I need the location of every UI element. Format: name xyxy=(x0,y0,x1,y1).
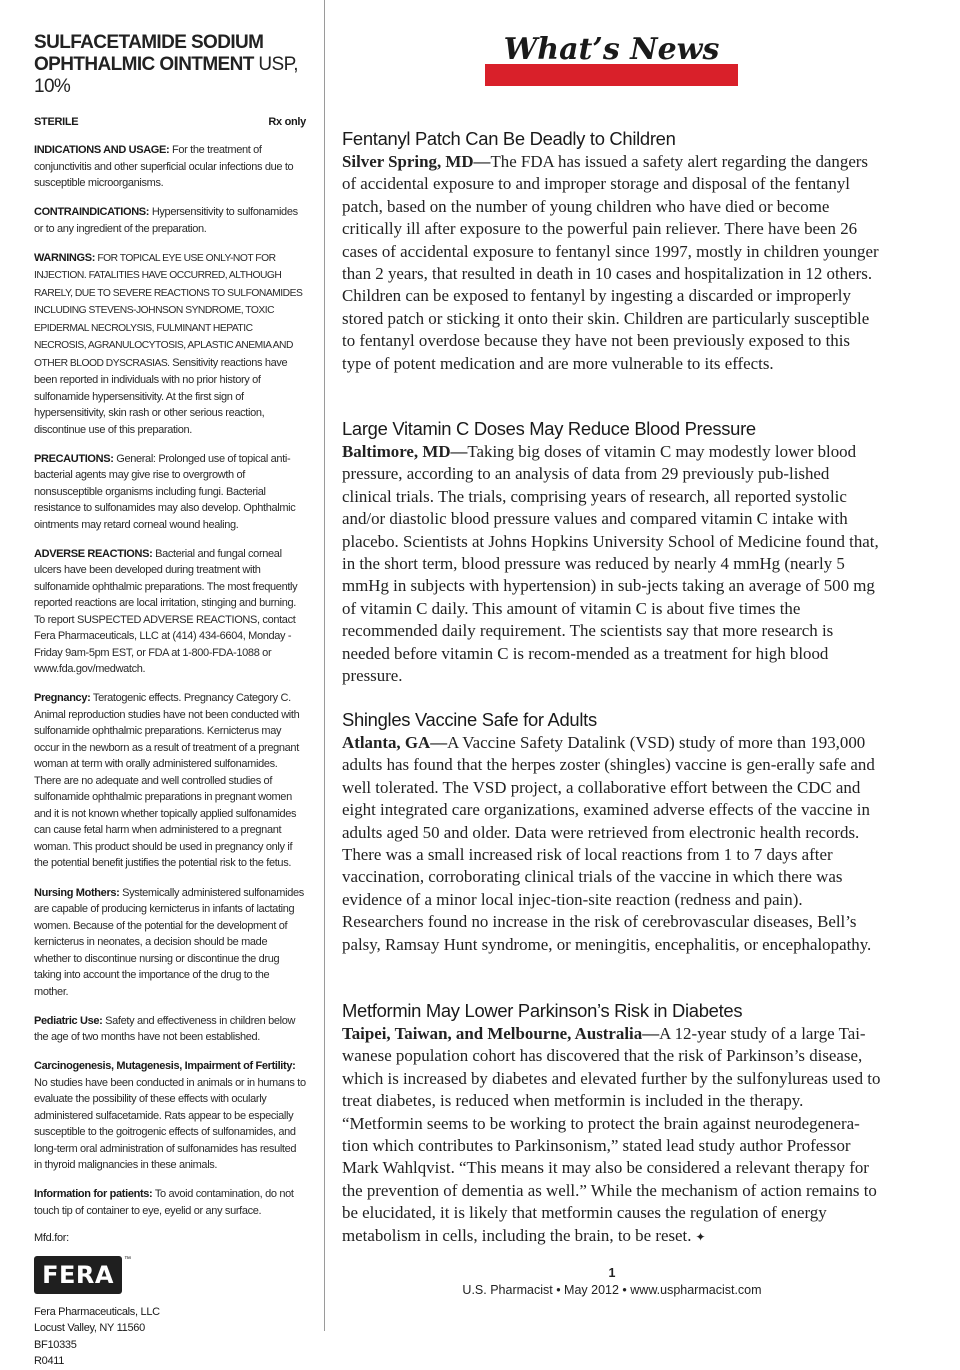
article-body: Baltimore, MD—Taking big doses of vitamin C may modestly lower blood pressure, according to an analysis of data from 29 previously pub-lished clinical trials. The trials, comprising years of research, all reported systolic and/or diastolic blood pressure values and compared vitamin C intake with placebo. Scientists at Johns Hopkins University School of Medicine found that, in the short term, blood pressure was reduced by nearly 4 mmHg (nearly 5 mmHg in subjects with hypertension) in sub-jects taking an average of 500 mg of vitamin C daily. This amount of vitamin C is about five times the recommended daily requirement. The scientists say that more research is needed before vitamin C is recom-mended as a treatment for high blood pressure. xyxy=(342,442,879,686)
precautions-section: PRECAUTIONS: General: Prolonged use of topical anti-bacterial agents may give rise to overgrowth of nonsusceptible organisms including fungi. Bacterial resistance to sulfonamides may also develop. Ophthalmic ointments may retard corneal wound healing. xyxy=(34,452,296,531)
masthead-red-bar xyxy=(485,64,738,86)
pediatric-use-section: Pediatric Use: Safety and effectiveness in children below the age of two months have not been established. xyxy=(34,1014,296,1044)
page-footer: U.S. Pharmacist • May 2012 • www.uspharmacist.com xyxy=(462,1283,762,1297)
page-number: 1 xyxy=(608,1266,616,1280)
article-headline: Metformin May Lower Parkinson’s Risk in Diabetes xyxy=(342,1000,743,1021)
contraindications-section: CONTRAINDICATIONS: Hypersensitivity to sulfonamides or to any ingredient of the preparation. xyxy=(34,206,298,235)
article-headline: Fentanyl Patch Can Be Deadly to Children xyxy=(342,128,676,149)
manufactured-for-label: Mfd.for: xyxy=(34,1231,69,1244)
article-dateline: Silver Spring, MD— xyxy=(342,152,491,171)
rx-only-label: Rx only xyxy=(268,116,306,128)
fera-logo-mark: FERA xyxy=(34,1256,122,1294)
fera-logo xyxy=(34,1256,306,1294)
article-vitamin-c xyxy=(342,418,882,687)
indications-section: INDICATIONS AND USAGE: For the treatment of conjunctivitis and other superficial ocular infections due to susceptible microorganisms. xyxy=(34,144,294,189)
article-headline: Large Vitamin C Doses May Reduce Blood Pressure xyxy=(342,418,756,439)
article-shingles xyxy=(342,709,882,956)
sterile-label: STERILE xyxy=(34,116,79,128)
adverse-reactions-section: ADVERSE REACTIONS: Bacterial and fungal corneal ulcers have been developed during treatment with sulfonamide ophthalmic preparations. The most frequently reported reactions are local irritation, stinging and burning. To report SUSPECTED ADVERSE REACTIONS, contact Fera Pharmaceuticals, LLC at (414) 434-6604, Monday - Friday 9am-5pm EST, or FDA at 1-800-FDA-1088 or www.fda.gov/medwatch. xyxy=(34,547,298,676)
article-body: Silver Spring, MD—The FDA has issued a safety alert regarding the dangers of accidental exposure to and improper storage and disposal of the fentanyl patch, based on the number of young children who have died or become critically ill after exposure to the powerful pain reliever. There have been 26 cases of accidental exposure to fentanyl since 1997, mostly in children younger than 2 years, that resulted in death in 10 cases and hospitalization in 12 others. Children can be exposed to fentanyl by ingesting a discarded or improperly stored patch or sticking it onto their skin. Children are particularly susceptible to fentanyl overdose because they have not been previously exposed to this type of potent medication and are more vulnerable to its effects. xyxy=(342,152,879,373)
article-dateline: Atlanta, GA— xyxy=(342,733,448,752)
warnings-section: WARNINGS: FOR TOPICAL EYE USE ONLY-NOT FOR INJECTION. FATALITIES HAVE OCCURRED, ALTHOUGH RARELY, DUE TO SEVERE REACTIONS TO SULFONAMIDES INCLUDING STEVENS-JOHNSON SYNDROME, TOXIC EPIDERMAL NECROLYSIS, FULMINANT HEPATIC NECROSIS, AGRANULOCYTOSIS, APLASTIC ANEMIA AND OTHER BLOOD DYSCRASIAS. Sensitivity reactions have been reported in individuals with no prior history of sulfonamide hypersensitivity. At the first sign of hypersensitivity, skin rash or other serious reaction, discontinue use of this preparation. xyxy=(34,251,303,436)
ad-meta xyxy=(34,116,306,128)
article-metformin xyxy=(342,1000,882,1248)
patient-info-section: Information for patients: To avoid contamination, do not touch tip of container to eye, eyelid or any surface. xyxy=(34,1188,294,1217)
prescribing-info xyxy=(34,142,306,1219)
carcinogenesis-section: Carcinogenesis, Mutagenesis, Impairment of Fertility: No studies have been conducted in animals or in humans to evaluate the possibility of these effects with ocularly administered sulfacetamide. Rats appear to be especially susceptible to the goitrogenic effects of sulfonamides, and long-term oral administration of sulfonamides has resulted in thyroid malignancies in these animals. xyxy=(34,1060,306,1172)
masthead xyxy=(485,34,738,86)
pregnancy-section: Pregnancy: Teratogenic effects. Pregnancy Category C. Animal reproduction studies have not been conducted with sulfonamide ophthalmic preparations. Kernicterus may occur in the newborn as a result of treatment of a pregnant woman at term with orally administered sulfonamides. There are no adequate and well controlled studies of sulfonamide ophthalmic preparations in pregnant women and it is not known whether topically applied sulfonamides can cause fetal harm when administered to a pregnant woman. This product should be used in pregnancy only if the potential benefit justifies the potential risk to the fetus. xyxy=(34,692,300,870)
article-body: Atlanta, GA—A Vaccine Safety Datalink (VSD) study of more than 193,000 adults has found that the herpes zoster (shingles) vaccine is gen-erally safe and well tolerated. The VSD project, a collaborative effort between the CDC and eight integrated care organizations, examined adverse effects of the vaccine in adults aged 50 and older. Data were retrieved from electronic health records. There was a small increased risk of local reactions from 1 to 7 days after vaccination, corroborating clinical trials of the vaccine in which there was evidence of a minor local injec-tion-site reaction (redness and pain). Researchers found no increase in the risk of cerebrovascular diseases, Bell’s palsy, Ramsay Hunt syndrome, or meningitis, encephalitis, or encephalopathy. xyxy=(342,733,875,954)
article-dateline: Taipei, Taiwan, and Melbourne, Australia— xyxy=(342,1024,660,1043)
end-mark-icon: ✦ xyxy=(695,1229,706,1244)
article-fentanyl xyxy=(342,128,882,375)
nursing-mothers-section: Nursing Mothers: Systemically administered sulfonamides are capable of producing kernicterus in infants of lactating women. Because of the potential for the development of kernicterus in neonates, a decision should be made whether to discontinue nursing or discontinue the drug taking into account the importance of the drug to the mother. xyxy=(34,886,304,998)
company-address: Fera Pharmaceuticals, LLC Locust Valley, NY 11560 BF10335 R0411 xyxy=(34,1305,160,1368)
article-dateline: Baltimore, MD— xyxy=(342,442,468,461)
ad-title: SULFACETAMIDE SODIUM OPHTHALMIC OINTMENT USP, 10% xyxy=(34,32,298,97)
drug-advertisement xyxy=(0,0,325,1368)
masthead-title: What’s News xyxy=(503,32,720,67)
article-body: Taipei, Taiwan, and Melbourne, Australia—A 12-year study of a large Tai-wanese population cohort has discovered that the risk of Parkinson’s disease, which is increased by diabetes and elevated further by the sulfonylureas used to treat diabetes, is reduced when metformin is included in the therapy. “Metformin seems to be working to protect the brain against neurodegenera-tion which contributes to Parkinsonism,” stated lead study author Professor Mark Wahlqvist. “This means it may also be considered a relevant therapy for the prevention of dementia as well.” While the mechanism of action remains to be elucidated, it is likely that metformin causes the regulation of energy metabolism in cells, including the brain, to be reset. ✦ xyxy=(342,1024,881,1245)
trademark-symbol: ™ xyxy=(124,1255,131,1263)
whats-news-column xyxy=(342,0,882,1331)
article-headline: Shingles Vaccine Safe for Adults xyxy=(342,709,597,730)
